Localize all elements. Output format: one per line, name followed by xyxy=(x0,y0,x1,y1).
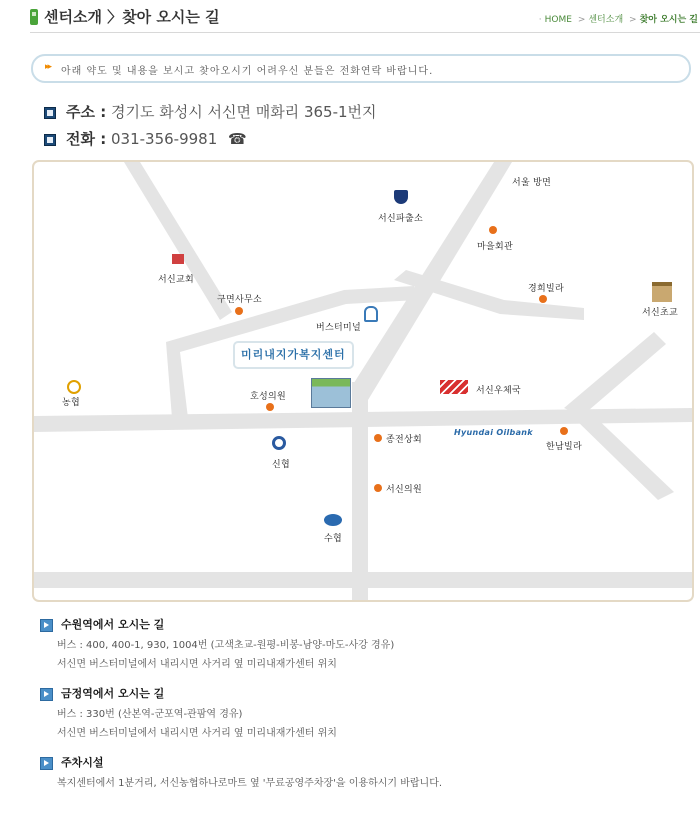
bullet-square-icon xyxy=(44,134,56,146)
label-village-hall: 마을회관 xyxy=(477,242,513,252)
direction-title: 금정역에서 오시는 길 xyxy=(61,687,165,700)
marker-village-hall xyxy=(489,226,497,234)
breadcrumb: · HOME > 센터소개 > 찾아 오시는 길 xyxy=(538,15,698,25)
breadcrumb-current: 찾아 오시는 길 xyxy=(639,15,698,25)
marker-hospital xyxy=(374,484,382,492)
bullet-arrow-icon xyxy=(40,757,53,770)
label-store: 종전상회 xyxy=(386,435,422,445)
bullet-arrow-icon xyxy=(40,619,53,632)
label-hospital: 서신의원 xyxy=(386,485,422,495)
label-villa2: 한남빌라 xyxy=(546,442,582,452)
police-icon xyxy=(394,190,408,204)
bullet-square-icon xyxy=(44,107,56,119)
phone-row xyxy=(44,128,247,149)
location-map xyxy=(32,160,694,602)
church-icon xyxy=(172,254,184,264)
phone-value: 031-356-9981 xyxy=(110,130,218,148)
label-church: 서신교회 xyxy=(158,275,194,285)
nonghyup-icon xyxy=(67,380,81,394)
label-clinic: 호성의원 xyxy=(250,392,286,402)
direction-line: 버스 : 400, 400-1, 930, 1004번 (고색초교-원평-비봉-남양-마도-사강 경유) xyxy=(57,640,395,651)
phone-label: 전화 : xyxy=(66,130,107,148)
label-post-office: 서신우체국 xyxy=(476,386,521,396)
label-police: 서신파출소 xyxy=(378,214,423,224)
suhyup-icon xyxy=(324,514,342,526)
direction-line: 복지센터에서 1분거리, 서신농협하나로마트 옆 '무료공영주차장'을 이용하시기 바랍니다. xyxy=(57,778,443,789)
address-row xyxy=(44,101,377,122)
direction-line: 버스 : 330번 (산본역-군포역-관팜역 경유) xyxy=(57,709,243,720)
title-marker-icon xyxy=(30,9,38,25)
building-icon xyxy=(311,378,351,408)
direction-title: 주차시설 xyxy=(61,756,104,769)
breadcrumb-home-link[interactable]: HOME xyxy=(544,15,572,25)
direction-title: 수원역에서 오시는 길 xyxy=(61,618,165,631)
label-shinhyup: 신협 xyxy=(272,460,290,470)
page-title: 센터소개 〉찾아 오시는 길 xyxy=(44,8,220,26)
label-school: 서신초교 xyxy=(642,308,678,318)
direction-geumjeong xyxy=(40,685,680,739)
marker-villa2 xyxy=(560,427,568,435)
label-office: 구면사무소 xyxy=(217,295,262,305)
shinhyup-icon xyxy=(272,436,286,450)
direction-suwon xyxy=(40,616,680,670)
school-icon xyxy=(652,282,672,302)
label-suhyup: 수협 xyxy=(324,534,342,544)
page-header xyxy=(30,6,700,33)
bullet-arrow-icon xyxy=(40,688,53,701)
telephone-icon: ☎ xyxy=(228,130,247,148)
address-value: 경기도 화성시 서신면 매화리 365-1번지 xyxy=(110,103,377,121)
notice-text: 아래 약도 및 내용을 보시고 찾아오시기 어려우신 분들은 전화연락 바랍니다. xyxy=(61,66,434,77)
double-arrow-icon: ▸▸ xyxy=(45,62,51,72)
label-nonghyup: 농협 xyxy=(62,398,80,408)
marker-store xyxy=(374,434,382,442)
direction-line: 서신면 버스터미널에서 내리시면 사거리 옆 미리내재가센터 위치 xyxy=(57,728,337,739)
marker-villa1 xyxy=(539,295,547,303)
direction-line: 서신면 버스터미널에서 내리시면 사거리 옆 미리내재가센터 위치 xyxy=(57,659,337,670)
center-name-bubble: 미리내지가복지센터 xyxy=(233,341,354,369)
parking-info xyxy=(40,754,680,789)
post-office-icon xyxy=(440,380,468,394)
address-label: 주소 : xyxy=(66,103,107,121)
notice-box xyxy=(31,54,691,83)
map-roads xyxy=(34,162,692,600)
label-villa1: 경희빌라 xyxy=(528,284,564,294)
label-oilbank: Hyundai Oilbank xyxy=(454,428,533,437)
bus-stop-icon xyxy=(364,306,378,322)
label-seoul-direction: 서울 방면 xyxy=(512,178,552,188)
marker-clinic xyxy=(266,403,274,411)
breadcrumb-parent-link[interactable]: 센터소개 xyxy=(588,15,624,25)
marker-office xyxy=(235,307,243,315)
label-bus-terminal: 버스터미널 xyxy=(316,323,361,333)
